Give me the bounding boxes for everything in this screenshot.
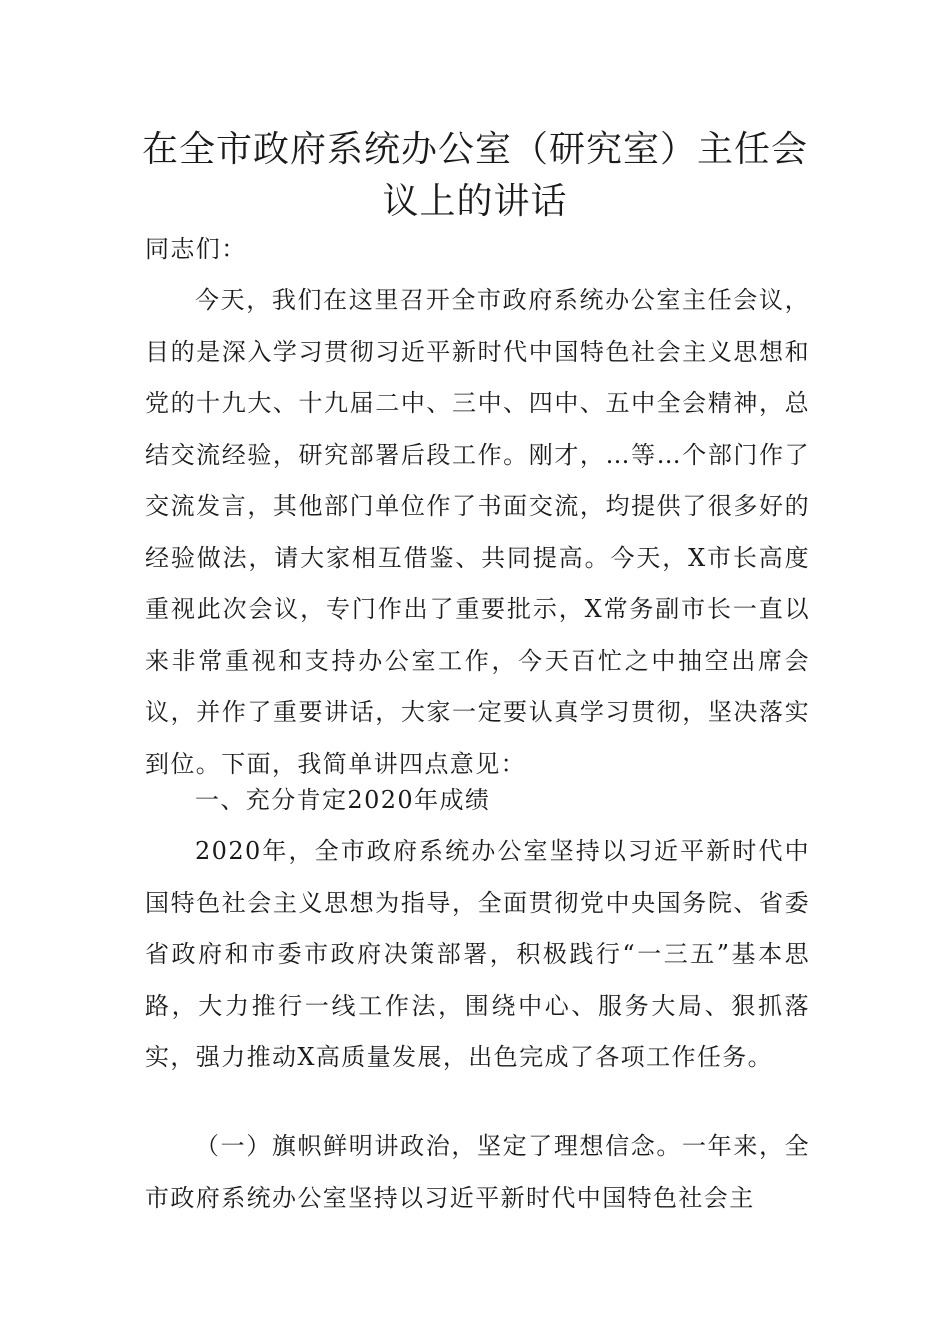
title-line-1: 在全市政府系统办公室（研究室）主任会 [141, 129, 808, 170]
document-title [130, 124, 820, 228]
paragraph-intro: 今天，我们在这里召开全市政府系统办公室主任会议，目的是深入学习贯彻习近平新时代中国特色社会主义思想和党的十九大、十九届二中、三中、四中、五中全会精神，总结交流经验，研究部署后段工作。刚才，…等…个部门作了交流发言，其他部门单位作了书面交流，均提供了很多好的经验做法，请大家相互借鉴、共同提高。今天，X市长高度重视此次会议，专门作出了重要批示，X常务副市长一直以来非常重视和支持办公室工作，今天百忙之中抽空出席会议，并作了重要讲话，大家一定要认真学习贯彻，坚决落实到位。下面，我简单讲四点意见： [145, 286, 810, 778]
paragraph-subsection-1: （一）旗帜鲜明讲政治，坚定了理想信念。一年来，全市政府系统办公室坚持以习近平新时代中国特色社会主 [145, 1132, 810, 1212]
title-line-2: 议上的讲话 [382, 181, 568, 222]
section-heading-1: 一、充分肯定2020年成绩 [195, 786, 491, 814]
paragraph-2020-summary: 2020年，全市政府系统办公室坚持以习近平新时代中国特色社会主义思想为指导，全面贯彻党中央国务院、省委省政府和市委市政府决策部署，积极践行“一三五”基本思路，大力推行一线工作法，围绕中心、服务大局、狠抓落实，强力推动X高质量发展，出色完成了各项工作任务。 [145, 837, 810, 1071]
greeting: 同志们： [145, 235, 247, 263]
